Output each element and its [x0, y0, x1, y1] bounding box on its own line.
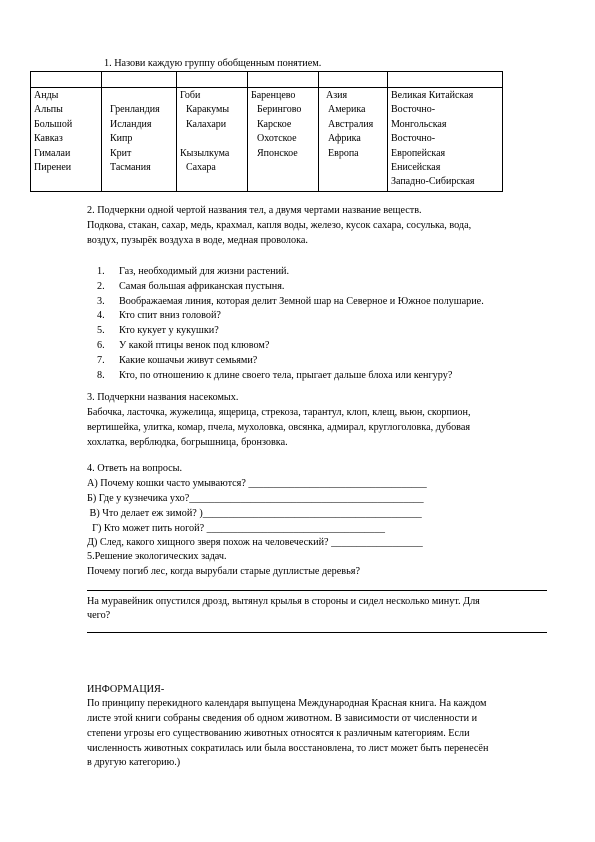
- task3-title: 3. Подчеркни названия насекомых.: [87, 392, 239, 403]
- list-item: 1. Газ, необходимый для жизни растений.: [97, 266, 290, 277]
- info-line-5: в другую категорию.): [87, 757, 181, 768]
- question-b[interactable]: Б) Где у кузнечика ухо?______________________________________________: [87, 493, 424, 504]
- task1-title: 1. Назови каждую группу обобщенным понятием.: [104, 58, 322, 69]
- column-continents: [319, 88, 388, 192]
- answer-cell-5[interactable]: [319, 72, 388, 88]
- list-item: Калахари: [186, 118, 227, 130]
- list-item: Гоби: [180, 90, 201, 101]
- question-a[interactable]: А) Почему кошки часто умываются? ___________________________________: [87, 478, 427, 489]
- info-line-4: численность животных сократилась или была восстановлена, то лист может быть перенесён: [87, 743, 489, 754]
- question-d[interactable]: Г) Кто может пить ногой? ___________________________________: [87, 523, 385, 534]
- column-islands: [102, 88, 177, 192]
- list-item: Западно-Сибирская: [391, 176, 475, 188]
- list-item: [110, 89, 173, 103]
- task5-question-1: Почему погиб лес, когда вырубали старые дуплистые деревья?: [87, 566, 360, 577]
- list-item: Восточно-: [391, 104, 436, 116]
- table-row: [31, 88, 503, 192]
- list-item: Кавказ: [34, 133, 63, 145]
- list-item: Сахара: [186, 162, 216, 174]
- list-item: 6. У какой птицы венок под клювом?: [97, 339, 270, 351]
- column-mountains: [31, 88, 102, 192]
- list-item: Великая Китайская: [391, 90, 474, 101]
- task4-title: 4. Ответь на вопросы.: [87, 463, 183, 474]
- list-item: Японское: [257, 147, 298, 159]
- column-seas: [248, 88, 319, 192]
- list-item: Альпы: [34, 104, 63, 116]
- list-item: 7. Какие кошачьи живут семьями?: [97, 354, 258, 366]
- list-item: Охотское: [257, 133, 297, 145]
- list-item: Каракумы: [186, 104, 230, 116]
- list-item: Тасмания: [110, 162, 151, 174]
- list-item: Баренцево: [251, 90, 296, 101]
- table-header-row: [31, 72, 503, 88]
- list-item: Америка: [328, 104, 366, 116]
- column-deserts: [177, 88, 248, 192]
- list-item: Карское: [257, 118, 292, 130]
- info-line-1: По принципу перекидного календаря выпущена Международная Красная книга. На каждом: [87, 698, 487, 709]
- answer-line-2[interactable]: [87, 632, 547, 633]
- list-item: Анды: [34, 90, 59, 101]
- riddles-list: [97, 265, 484, 383]
- answer-cell-1[interactable]: [31, 72, 102, 88]
- list-item: Кипр: [110, 133, 133, 145]
- answer-line-1[interactable]: [87, 590, 547, 591]
- list-item: Азия: [326, 90, 348, 101]
- info-heading: ИНФОРМАЦИЯ-: [87, 684, 165, 695]
- task2-line-1: Подкова, стакан, сахар, медь, крахмал, капля воды, железо, кусок сахара, сосулька, вода,: [87, 220, 472, 231]
- answer-cell-2[interactable]: [102, 72, 177, 88]
- list-item: 5. Кто кукует у кукушки?: [97, 325, 219, 337]
- task2-line-2: воздух, пузырёк воздуха в воде, медная проволока.: [87, 235, 308, 246]
- list-item: Гренландия: [110, 104, 160, 116]
- task3-line-2: вертишейка, улитка, комар, пчела, мухоловка, овсянка, адмирал, круглоголовка, дубовая: [87, 422, 471, 433]
- list-item: Восточно-: [391, 133, 436, 145]
- answer-cell-4[interactable]: [248, 72, 319, 88]
- list-item: Пиренеи: [34, 162, 72, 174]
- list-item: [180, 132, 244, 146]
- task2-title: 2. Подчеркни одной чертой названия тел, а двумя чертами название веществ.: [87, 205, 422, 216]
- column-plains: [388, 88, 503, 192]
- answer-cell-3[interactable]: [177, 72, 248, 88]
- list-item: 3. Воображаемая линия, которая делит Земной шар на Северное и Южное полушарие.: [97, 295, 484, 307]
- list-item: Австралия: [328, 118, 374, 130]
- list-item: 2. Самая большая африканская пустыня.: [97, 280, 285, 292]
- list-item: Европейская: [391, 147, 446, 159]
- list-item: Большой: [34, 118, 73, 130]
- list-item: Кызылкума: [180, 147, 230, 159]
- task5-title: 5.Решение экологических задач.: [87, 551, 227, 562]
- list-item: 8. Кто, по отношению к длине своего тела, прыгает дальше блоха или кенгуру?: [97, 369, 453, 381]
- task5-question-2-line-2: чего?: [87, 610, 111, 621]
- list-item: Берингово: [257, 104, 302, 116]
- list-item: Енисейская: [391, 162, 441, 174]
- list-item: 4. Кто спит вниз головой?: [97, 310, 221, 322]
- groups-table: [30, 71, 503, 192]
- list-item: Исландия: [110, 118, 152, 130]
- list-item: Африка: [328, 133, 361, 145]
- task3-line-1: Бабочка, ласточка, жужелица, ящерица, стрекоза, тарантул, клоп, клещ, вьюн, скорпион,: [87, 407, 471, 418]
- info-line-3: степени угрозы его существованию животных относятся к различным категориям. Если: [87, 728, 470, 739]
- info-line-2: листе этой книги собраны сведения об одном животном. В зависимости от численности и: [87, 713, 478, 724]
- task3-line-3: хохлатка, верблюдка, богрышница, бронзовка.: [87, 437, 288, 448]
- question-e[interactable]: Д) След, какого хищного зверя похож на человеческий? __________________: [87, 537, 423, 548]
- list-item: Европа: [328, 147, 359, 159]
- list-item: Гималаи: [34, 147, 71, 159]
- question-c[interactable]: В) Что делает еж зимой? )___________________________________________: [87, 508, 422, 519]
- list-item: Монгольская: [391, 118, 447, 130]
- list-item: Крит: [110, 147, 132, 159]
- task5-question-2-line-1: На муравейник опустился дрозд, вытянул крылья в стороны и сидел несколько минут. Для: [87, 596, 480, 607]
- answer-cell-6[interactable]: [388, 72, 503, 88]
